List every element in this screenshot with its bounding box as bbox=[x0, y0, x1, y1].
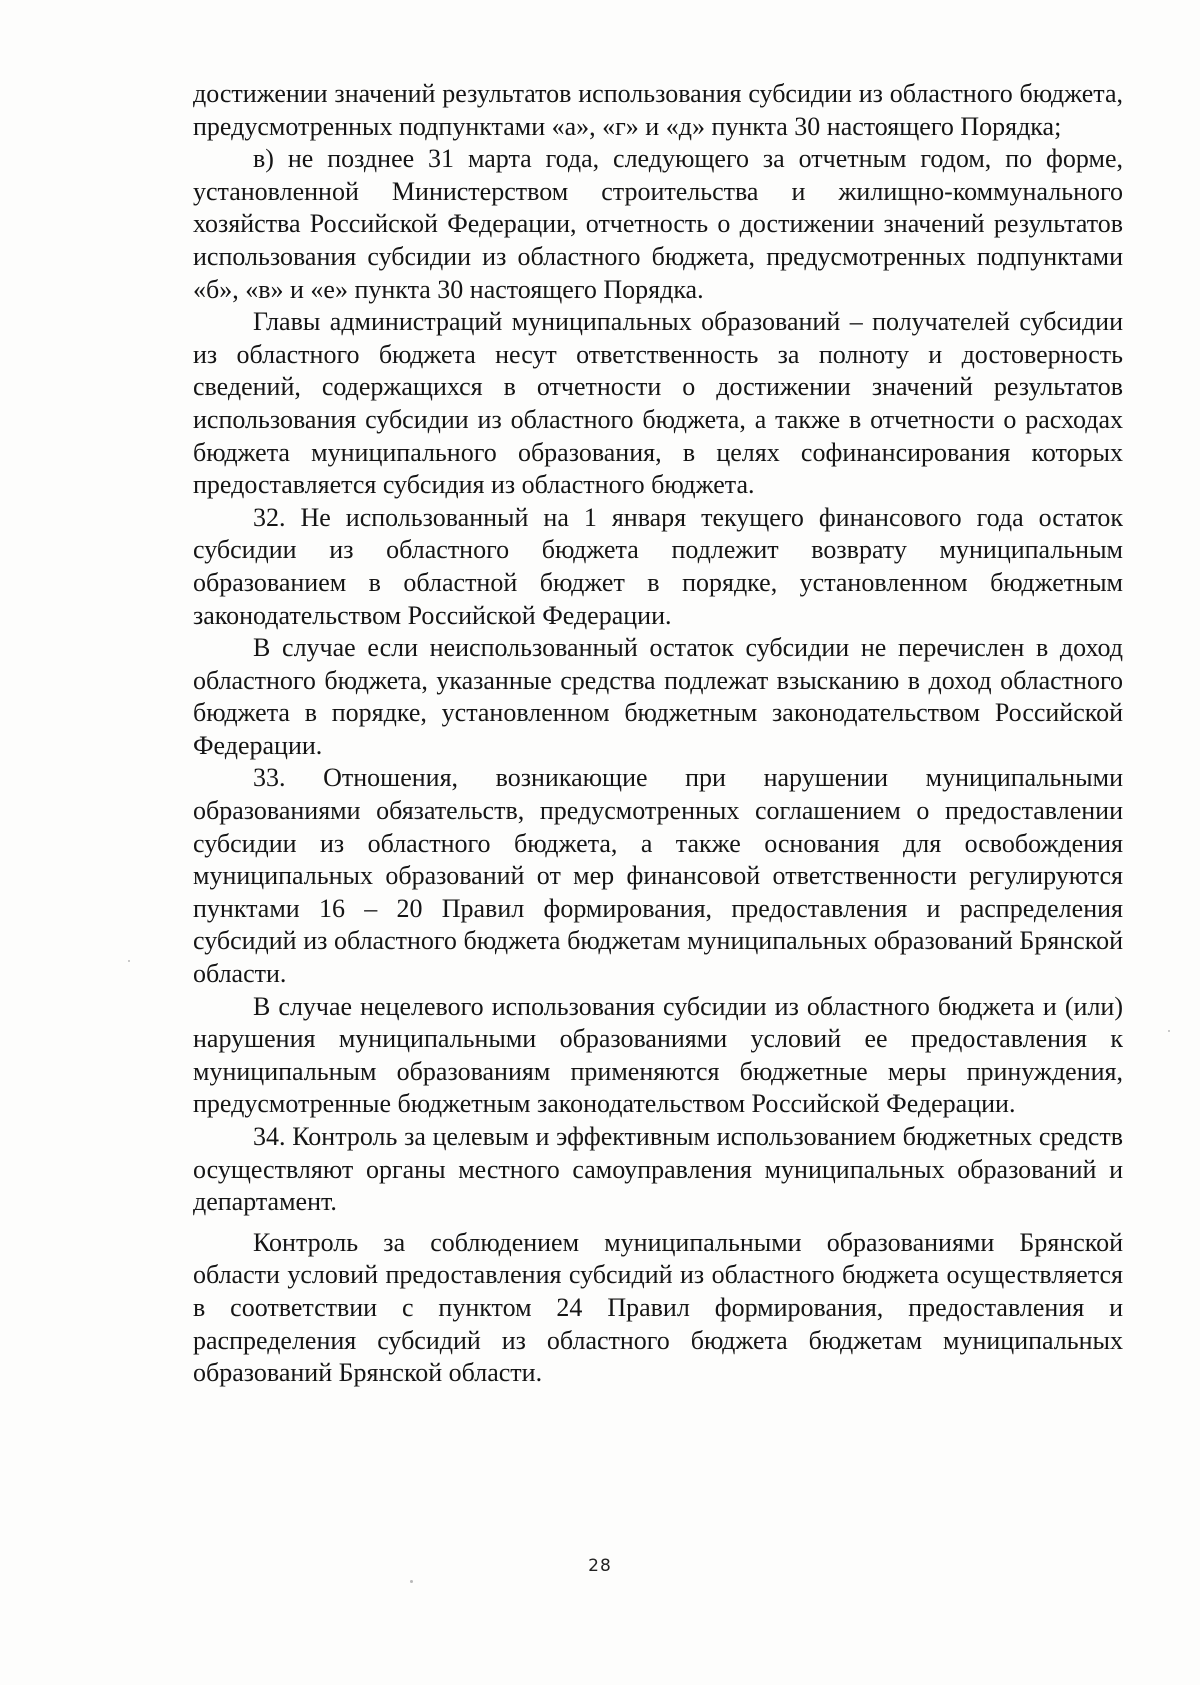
paragraph-control: Контроль за соблюдением муниципальными образованиями Брянской области условий предоставления субсидий из областного бюджета осуществляется в соответствии с пунктом 24 Правил формирования, предоставления и распределения субсидий из областного бюджета бюджетам муниципальных образований Брянской области. bbox=[193, 1227, 1123, 1388]
paragraph-32: 32. Не использованный на 1 января текущего финансового года остаток субсидии из областного бюджета подлежит возврату муниципальным образованием в областной бюджет в порядке, установленном бюджетным законодательством Российской Федерации. bbox=[193, 502, 1123, 630]
paragraph-misuse: В случае нецелевого использования субсидии из областного бюджета и (или) нарушения муниципальными образованиями условий ее предоставления к муниципальным образованиям применяются бюджетные меры принуждения, предусмотренные бюджетным законодательством Российской Федерации. bbox=[193, 991, 1123, 1119]
paragraph-continuation: достижении значений результатов использования субсидии из областного бюджета, предусмотренных подпунктами «а», «г» и «д» пункта 30 настоящего Порядка; bbox=[193, 79, 1123, 141]
paragraph-item-v: в) не позднее 31 марта года, следующего за отчетным годом, по форме, установленной Министерством строительства и жилищно-коммунального хозяйства Российской Федерации, отчетность о достижении значений результатов использования субсидии из областного бюджета, предусмотренных подпунктами «б», «в» и «е» пункта 30 настоящего Порядка. bbox=[193, 144, 1123, 304]
page-number: 28 bbox=[588, 1556, 612, 1576]
paragraph-recovery: В случае если неиспользованный остаток субсидии не перечислен в доход областного бюджета, указанные средства подлежат взысканию в доход областного бюджета в порядке, установленном бюджетным законодательством Российской Федерации. bbox=[193, 633, 1123, 760]
scan-speck bbox=[410, 1580, 413, 1583]
paragraph-responsibility: Главы администраций муниципальных образований – получателей субсидии из областного бюджета несут ответственность за полноту и достоверность сведений, содержащихся в отчетности о достижении значений результатов использования субсидии из областного бюджета, а также в отчетности о расходах бюджета муниципального образования, в целях софинансирования которых предоставляется субсидия из областного бюджета. bbox=[193, 307, 1123, 500]
document-body bbox=[193, 78, 1123, 1390]
paragraph-33: 33. Отношения, возникающие при нарушении муниципальными образованиями обязательств, предусмотренных соглашением о предоставлении субсидии из областного бюджета, а также основания для освобождения муниципальных образований от мер финансовой ответственности регулируются пунктами 16 – 20 Правил формирования, предоставления и распределения субсидий из областного бюджета бюджетам муниципальных образований Брянской области. bbox=[193, 763, 1123, 989]
scan-speck bbox=[1168, 1030, 1170, 1032]
scan-speck bbox=[128, 960, 130, 962]
paragraph-34: 34. Контроль за целевым и эффективным использованием бюджетных средств осуществляют органы местного самоуправления муниципальных образований и департамент. bbox=[193, 1122, 1123, 1217]
